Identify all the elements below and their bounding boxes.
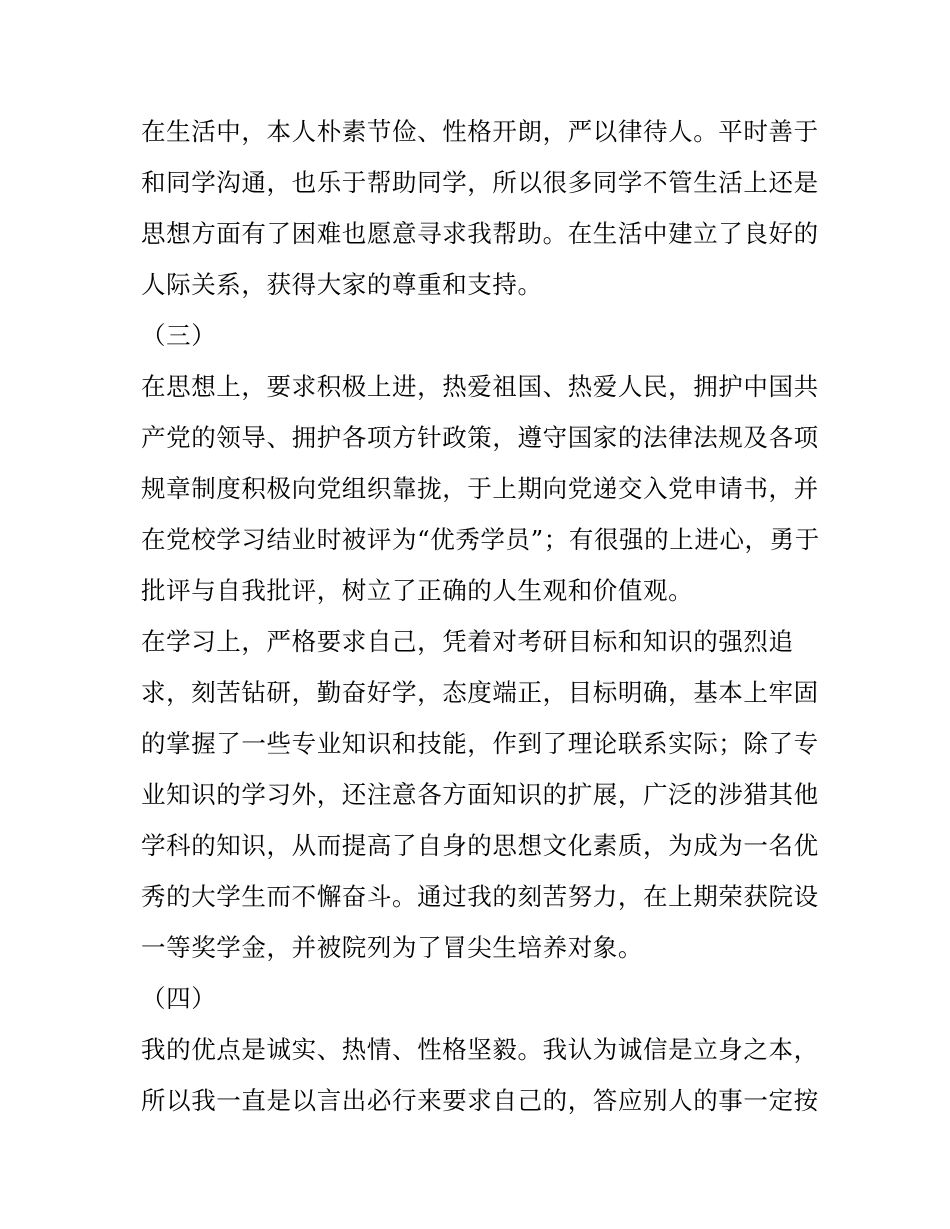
- text-line: 业知识的学习外，还注意各方面知识的扩展，广泛的涉猎其他: [141, 780, 819, 809]
- text-line: 规章制度积极向党组织靠拢，于上期向党递交入党申请书，并: [141, 474, 819, 503]
- text-line: 在党校学习结业时被评为“优秀学员”；有很强的上进心，勇于: [141, 525, 820, 554]
- text-line: 批评与自我批评，树立了正确的人生观和价值观。: [141, 576, 694, 605]
- document-page: [141, 106, 821, 1126]
- text-line: 在学习上，严格要求自己，凭着对考研目标和知识的强烈追: [141, 627, 794, 656]
- text-line: 产党的领导、拥护各项方针政策，遵守国家的法律法规及各项: [141, 423, 819, 452]
- text-line: 的掌握了一些专业知识和技能，作到了理论联系实际；除了专: [141, 729, 819, 758]
- text-line: 我的优点是诚实、热情、性格坚毅。我认为诚信是立身之本，: [141, 1035, 819, 1064]
- text-line: 思想方面有了困难也愿意寻求我帮助。在生活中建立了良好的: [141, 219, 819, 248]
- text-line: 人际关系，获得大家的尊重和支持。: [141, 270, 543, 299]
- text-line: 和同学沟通，也乐于帮助同学，所以很多同学不管生活上还是: [141, 168, 819, 197]
- text-line: 求，刻苦钻研，勤奋好学，态度端正，目标明确，基本上牢固: [141, 678, 819, 707]
- text-line: 一等奖学金，并被院列为了冒尖生培养对象。: [141, 933, 643, 962]
- text-line: 秀的大学生而不懈奋斗。通过我的刻苦努力，在上期荣获院设: [141, 882, 819, 911]
- section-heading: （四）: [141, 984, 217, 1013]
- text-line: 所以我一直是以言出必行来要求自己的，答应别人的事一定按: [141, 1086, 819, 1115]
- text-line: 学科的知识，从而提高了自身的思想文化素质，为成为一名优: [141, 831, 819, 860]
- section-heading: （三）: [141, 321, 217, 350]
- text-line: 在思想上，要求积极上进，热爱祖国、热爱人民，拥护中国共: [141, 372, 819, 401]
- text-line: 在生活中，本人朴素节俭、性格开朗，严以律待人。平时善于: [141, 117, 819, 146]
